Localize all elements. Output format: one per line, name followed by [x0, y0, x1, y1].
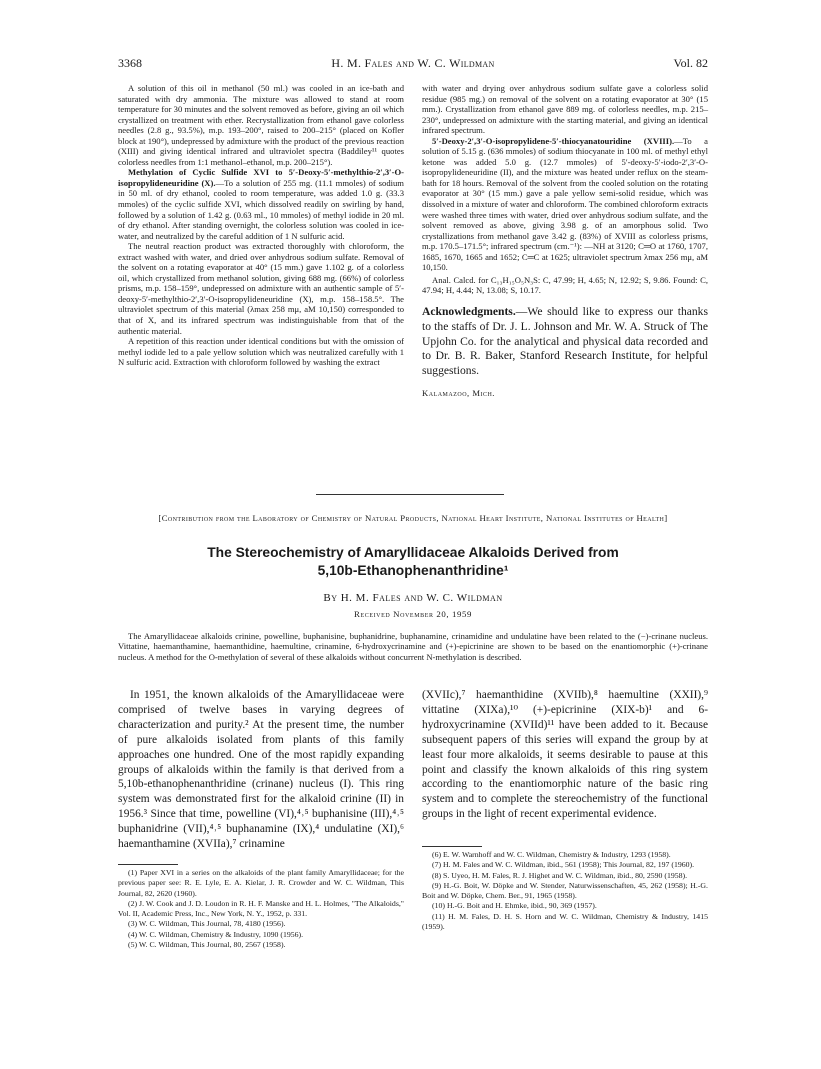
section-heading: Methylation of Cyclic Sulfide XVI to 5′-Deoxy-5′-methylthio-2′,3′-O-isopropylideneuridine (X).: [118, 167, 404, 188]
footnote: (9) H.-G. Boit, W. Döpke and W. Stender, Naturwissenschaften, 45, 262 (1958); H.-G. Boit and W. Döpke, Chem. Ber., 91, 1965 (1958).: [422, 880, 708, 901]
paragraph: A repetition of this reaction under identical conditions but with the omission of methyl iodide led to a pale yellow solution which was neutralized carefully with 1 N sulfuric acid. Extraction with chloroform followed by washing the extract: [118, 336, 404, 368]
received-date: Received November 20, 1959: [353, 609, 472, 619]
paragraph: [422, 136, 708, 273]
section-divider: [316, 494, 504, 495]
footnote-rule: [422, 846, 482, 847]
place-line: Kalamazoo, Mich.: [422, 387, 495, 398]
paragraph: A solution of this oil in methanol (50 ml.) was cooled in an ice-bath and saturated with dry ammonia. The mixture was allowed to stand at room temperature for 30 minutes and the solvent removed as before, giving an oil which crystallized on treatment with ether. Recrystallization from ethanol gave colorless needles (2.8 g., 93.5%), m.p. 193–200°, raised to 200–215° (placed on Kofler block at 190°), undepressed by admixture with the product of the previous reaction (XIII) and giving identical infrared and ultraviolet spectra (Baddiley¹¹ quotes colorless needles from 1:1 methanol–ethanol, m.p. 200–215°).: [118, 83, 404, 167]
body-right-column: [422, 688, 708, 822]
section-heading: 5′-Deoxy-2′,3′-O-isopropylidene-5′-thiocyanatouridine (XVIII).: [432, 135, 675, 146]
running-authors: H. M. Fales and W. C. Wildman: [331, 56, 495, 70]
footnote: (4) W. C. Wildman, Chemistry & Industry, 1090 (1956).: [128, 929, 304, 939]
footnote: (7) H. M. Fales and W. C. Wildman, ibid., 561 (1958); This Journal, 82, 197 (1960).: [432, 860, 695, 870]
paragraph: The neutral reaction product was extracted thoroughly with chloroform, the extract washed with water, and dried over anhydrous sodium sulfate. Removal of the solvent on a rotating evaporator at 40° (15 mm.) gave 1.102 g. of a colorless oil, which crystallized from methanol solution, giving 688 mg. (66%) of colorless prisms, m.p. 158–159°, undepressed on admixture with an authentic sample of 5′-deoxy-5′-methylthio-2′,3′-O-isopropylideneuridine (X), m.p. 158–158.5°. The ultraviolet spectrum of this material (λmax 258 mμ, aM 10,150) corresponded to that of X, and its infrared spectrum was indistinguishable from that of the authentic material.: [118, 241, 404, 336]
abstract-text: The Amaryllidaceae alkaloids crinine, powelline, buphanisine, buphanidrine, buphanamine, crinamidine and undulatine have been related to the (−)-crinane nucleus. Vittatine, haemanthamine, haemanthidine, haemultine, crinamine, 6-hydroxycrinamine and (+)-epicrinine are shown to be based on the enantiomorphic (+)-crinane nucleus. A method for the O-methylation of several of these alkaloids without concurrent N-methylation is described.: [118, 631, 708, 662]
ack-text: —We should like to express our thanks to the staffs of Dr. J. L. Johnson and Mr. W. A. Struck of The Upjohn Co. for the analytical and physical data recorded and to Dr. B. R. Baker, Stanford Research Institute, for helpful suggestions.: [422, 304, 708, 378]
footnote: (5) W. C. Wildman, This Journal, 80, 2567 (1958).: [128, 940, 286, 950]
footnotes-left: [118, 868, 404, 950]
footnote: (3) W. C. Wildman, This Journal, 78, 4180 (1956).: [128, 919, 286, 929]
article-title: [118, 544, 708, 579]
analysis: Anal. Calcd. for C₁₃H₁₅O₅N₃S: C, 47.99; H, 4.65; N, 12.92; S, 9.86. Found: C, 47.94; H, 4.44; N, 13.08; S, 10.17.: [422, 274, 708, 296]
experimental-left-column: [118, 83, 404, 368]
experimental-right-column: [422, 83, 708, 398]
title-line-2: 5,10b-Ethanophenanthridine¹: [317, 562, 509, 578]
byline: By H. M. Fales and W. C. Wildman: [323, 592, 503, 604]
paragraph: [118, 167, 404, 241]
paragraph-text: —To a solution of 5.15 g. (636 mmoles) of sodium thiocyanate in 100 ml. of methyl ethyl ketone was added 5.0 g. (12.7 mmoles) of 5′-deoxy-5′-iodo-2′,3′-O-isopropylideneuridine (II), and the mixture was heated under reflux on the steam-bath for 18 hours. Removal of the solvent from the cooled solution on the rotating evaporator at 30° (15 mm.) gave a pale yellow semi-solid residue, which was dissolved in a mixture of water and chloroform. The combined chloroform extracts were washed three times with water, dried over anhydrous sodium sulfate, and the solvent removed as above, giving 3.98 g. of an amorphous solid. Two crystallizations from methanol gave 3.42 g. (83%) of XVIII as colorless prisms, m.p. 170.5–171.5°; infrared spectrum (cm.⁻¹): —NH at 3120; C═O at 1760, 1707, 1685, 1670, 1665 and 1652; C═C at 1625; ultraviolet spectrum λmax 256 mμ, aM 10,150.: [422, 135, 708, 273]
acknowledgments: [422, 305, 708, 379]
title-line-1: The Stereochemistry of Amaryllidaceae Alkaloids Derived from: [207, 545, 619, 560]
footnote: (6) E. W. Warnhoff and W. C. Wildman, Chemistry & Industry, 1293 (1958).: [432, 850, 671, 859]
footnote: (2) J. W. Cook and J. D. Loudon in R. H. F. Manske and H. L. Holmes, "The Alkaloids," Vol. II, Academic Press, Inc., New York, N. Y., 1952, p. 331.: [118, 898, 404, 919]
body-paragraph: In 1951, the known alkaloids of the Amaryllidaceae were comprised of twelve bases in varying degrees of characterization and purity.² At the present time, the number of pure alkaloids isolated from plants of this family approaches one hundred. One of the most rapidly expanding groups of alkaloids within the family is that derived from a 5,10b-ethanophenanthridine (crinane) nucleus (I). This ring system was demonstrated first for the alkaloid crinine (II) in 1956.³ Since that time, powelline (VI),⁴˒⁵ buphanisine (III),⁴˒⁵ buphanidrine (VII),⁴˒⁵ buphanamine (IX),⁴ undulatine (XI),⁶ haemanthamine (XVIIa),⁷ crinamine: [118, 689, 404, 851]
ack-heading: Acknowledgments.: [422, 304, 516, 318]
footnote: (1) Paper XVI in a series on the alkaloids of the plant family Amaryllidaceae; for the previous paper see: R. E. Lyle, E. A. Kielar, J. R. Crowder and W. C. Wildman, This Journal, 82, 2620 (1960).: [118, 868, 404, 898]
footnote: (10) H.-G. Boit and H. Ehmke, ibid., 90, 369 (1957).: [432, 901, 597, 911]
paragraph-text: —To a solution of 255 mg. (11.1 mmoles) of sodium in 50 ml. of dry ethanol, cooled to room temperature, was added 1.0 g. (33.3 mmoles) of the cyclic sulfide XVI, which dissolved readily on swirling by hand, followed by a solution of 1.42 g. (0.63 ml., 10 mmoles) of methyl iodide in 20 ml. of dry ethanol. After standing overnight, the colorless solution was cooled in ice-water, and neutralized by the careful addition of 1 N sulfuric acid.: [118, 177, 404, 241]
contribution-line: [Contribution from the Laboratory of Chemistry of Natural Products, National Heart Institute, National Institutes of Health]: [158, 513, 668, 523]
abstract: [118, 631, 708, 662]
volume-label: Vol. 82: [673, 56, 708, 70]
footnote: (11) H. M. Fales, D. H. S. Horn and W. C. Wildman, Chemistry & Industry, 1415 (1959).: [422, 911, 708, 932]
footnote-rule: [118, 864, 178, 865]
body-left-column: [118, 688, 404, 852]
body-paragraph: (XVIIc),⁷ haemanthidine (XVIIb),⁸ haemultine (XXII),⁹ vittatine (XIXa),¹⁰ (+)-epicrinine (XIX-b)¹ and 6-hydroxycrinamine (XVIId)¹¹ have been added to it. Because subsequent papers of this series will expand the group by at least four more alkaloids, it seems desirable to pause at this point and classify the known alkaloids of this ring system according to the enantiomorphic nature of the basic ring system and to complete the stereochemistry of the functional groups in the light of recent experimental evidence.: [422, 689, 708, 821]
running-head: [118, 56, 708, 72]
footnotes-right: [422, 850, 708, 932]
paragraph: with water and drying over anhydrous sodium sulfate gave a colorless solid residue (985 mg.) on removal of the solvent on a rotating evaporator at 30° (15 mm.). Crystallization from ethanol gave 889 mg. of colorless needles, m.p. 215–230°, undepressed on admixture with the starting material, and giving an identical infrared spectrum.: [422, 83, 708, 136]
page-number: 3368: [118, 56, 142, 70]
footnote: (8) S. Uyeo, H. M. Fales, R. J. Highet and W. C. Wildman, ibid., 80, 2590 (1958).: [432, 870, 688, 880]
